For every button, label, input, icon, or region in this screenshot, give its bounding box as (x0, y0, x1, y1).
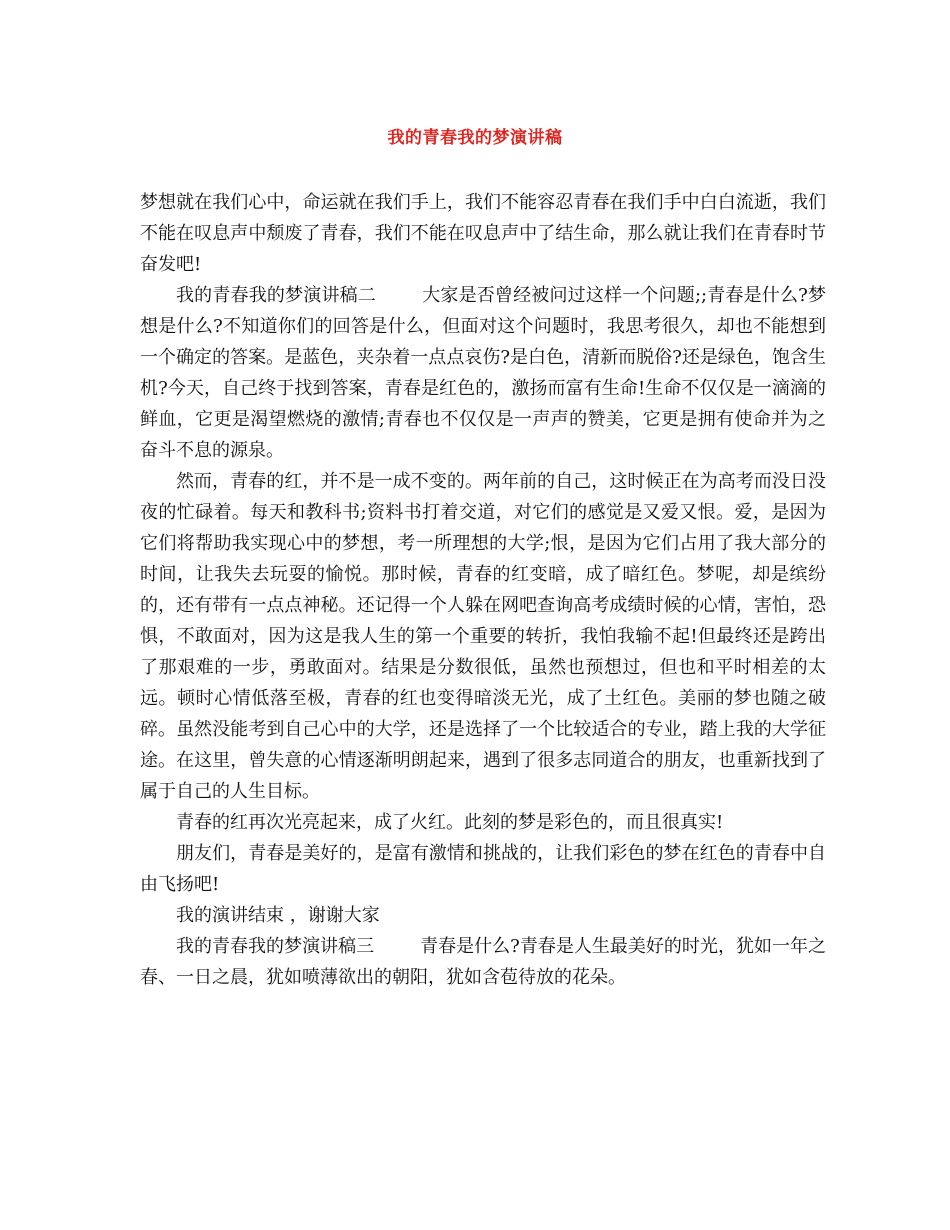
paragraph-3: 然而，青春的红，并不是一成不变的。两年前的自己，这时候正在为高考而没日没夜的忙碌着。每天和教科书;资料书打着交道，对它们的感觉是又爱又恨。爱，是因为它们将帮助我实现心中的梦想，考一所理想的大学;恨，是因为它们占用了我大部分的时间，让我失去玩耍的愉悦。那时候，青春的红变暗，成了暗红色。梦呢，却是缤纷的，还有带有一点点神秘。还记得一个人躲在网吧查询高考成绩时候的心情，害怕，恐惧，不敢面对，因为这是我人生的第一个重要的转折，我怕我输不起!但最终还是跨出了那艰难的一步，勇敢面对。结果是分数很低，虽然也预想过，但也和平时相差的太远。顿时心情低落至极，青春的红也变得暗淡无光，成了土红色。美丽的梦也随之破碎。虽然没能考到自己心中的大学，还是选择了一个比较适合的专业，踏上我的大学征途。在这里，曾失意的心情逐渐明朗起来，遇到了很多志同道合的朋友，也重新找到了属于自己的人生目标。 (140, 471, 826, 802)
paragraph-1: 梦想就在我们心中，命运就在我们手上，我们不能容忍青春在我们手中白白流逝，我们不能在叹息声中颓废了青春，我们不能在叹息声中了结生命，那么就让我们在青春时节奋发吧! (140, 192, 826, 275)
paragraph-2 (140, 280, 826, 466)
paragraph-5: 朋友们，青春是美好的，是富有激情和挑战的，让我们彩色的梦在红色的青春中自由飞扬吧! (140, 843, 826, 895)
paragraph-7-text: 青春是什么?青春是人生最美好的时光，犹如一年之春、一日之晨，犹如喷薄欲出的朝阳，犹如含苞待放的花朵。 (140, 936, 827, 988)
paragraph-6: 我的演讲结束 ，谢谢大家 (176, 905, 380, 926)
document-body (140, 187, 826, 993)
section-heading-3: 我的青春我的梦演讲稿三 (176, 936, 375, 957)
paragraph-7 (140, 931, 826, 993)
paragraph-2-text: 大家是否曾经被问过这样一个问题;;青春是什么?梦想是什么?不知道你们的回答是什么，但面对这个问题时，我思考很久，却也不能想到一个确定的答案。是蓝色，夹杂着一点点哀伤?是白色，清新而脱俗?还是绿色，饱含生机?今天，自己终于找到答案，青春是红色的，激扬而富有生命!生命不仅仅是一滴滴的鲜血，它更是渴望燃烧的激情;青春也不仅仅是一声声的赞美，它更是拥有使命并为之奋斗不息的源泉。 (140, 285, 826, 461)
paragraph-4: 青春的红再次光亮起来，成了火红。此刻的梦是彩色的，而且很真实! (176, 812, 724, 833)
document-title: 我的青春我的梦演讲稿 (387, 128, 563, 148)
section-heading-2: 我的青春我的梦演讲稿二 (176, 285, 377, 306)
